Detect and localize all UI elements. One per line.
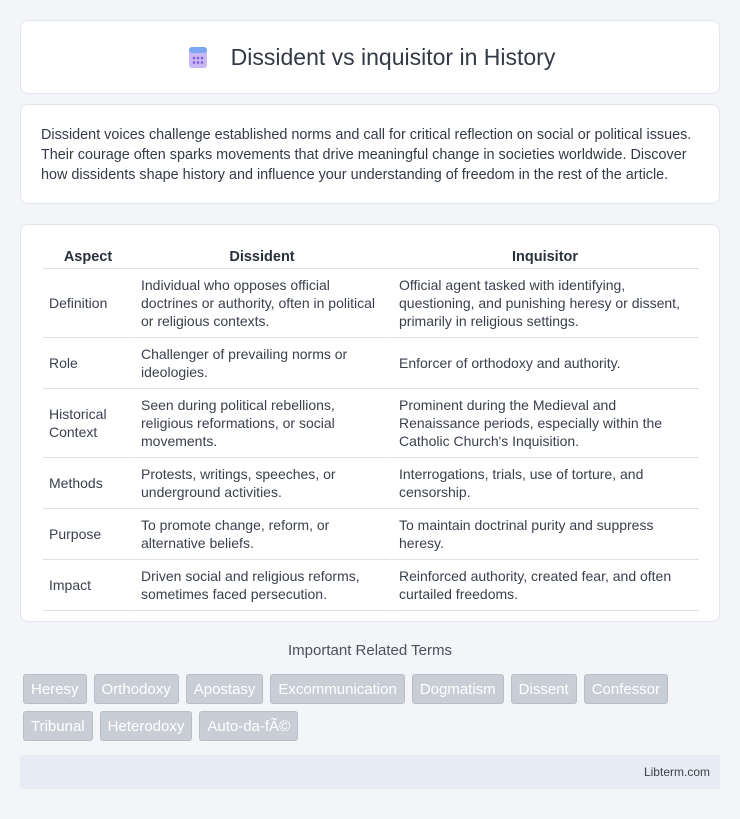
- tag-dogmatism[interactable]: Dogmatism: [412, 674, 504, 704]
- tag-tribunal[interactable]: Tribunal: [23, 711, 93, 741]
- table-row: [43, 509, 699, 560]
- tag-dissent[interactable]: Dissent: [511, 674, 577, 704]
- cell-inquisitor: Interrogations, trials, use of torture, and censorship.: [391, 458, 699, 509]
- tag-heresy[interactable]: Heresy: [23, 674, 87, 704]
- cell-aspect: Role: [43, 338, 133, 389]
- header-card: [20, 20, 720, 94]
- cell-aspect: Purpose: [43, 509, 133, 560]
- cell-inquisitor: Official agent tasked with identifying, questioning, and punishing heresy or dissent, primarily in religious settings.: [391, 269, 699, 338]
- cell-aspect: Historical Context: [43, 389, 133, 458]
- table-row: [43, 560, 699, 611]
- tag-orthodoxy[interactable]: Orthodoxy: [94, 674, 179, 704]
- cell-aspect: Impact: [43, 560, 133, 611]
- table-row: [43, 269, 699, 338]
- intro-card: [20, 104, 720, 204]
- header-dissident: Dissident: [133, 245, 391, 269]
- tag-apostasy[interactable]: Apostasy: [186, 674, 264, 704]
- cell-aspect: Definition: [43, 269, 133, 338]
- header-inquisitor: Inquisitor: [391, 245, 699, 269]
- cell-inquisitor: To maintain doctrinal purity and suppress heresy.: [391, 509, 699, 560]
- cell-dissident: Driven social and religious reforms, sometimes faced persecution.: [133, 560, 391, 611]
- comparison-table: [43, 245, 699, 611]
- cell-dissident: Challenger of prevailing norms or ideologies.: [133, 338, 391, 389]
- cell-aspect: Methods: [43, 458, 133, 509]
- related-terms-list: [23, 674, 723, 741]
- table-row: [43, 338, 699, 389]
- footer-site-link[interactable]: Libterm.com: [643, 765, 710, 779]
- table-row: [43, 389, 699, 458]
- tag-auto-da-fe[interactable]: Auto-da-fÃ©: [199, 711, 298, 741]
- cell-inquisitor: Reinforced authority, created fear, and often curtailed freedoms.: [391, 560, 699, 611]
- header: [185, 44, 556, 71]
- table-row: [43, 458, 699, 509]
- intro-text: Dissident voices challenge established norms and call for critical reflection on social or political issues. Their courage often sparks movements that drive meaningful change in societies worldwide. Discover how dissidents shape history and influence your understanding of freedom in the rest of the article.: [41, 127, 692, 183]
- cell-dissident: To promote change, reform, or alternative beliefs.: [133, 509, 391, 560]
- cell-inquisitor: Prominent during the Medieval and Renaissance periods, especially within the Catholic Church's Inquisition.: [391, 389, 699, 458]
- cell-inquisitor: Enforcer of orthodoxy and authority.: [391, 338, 699, 389]
- cell-dissident: Seen during political rebellions, religious reformations, or social movements.: [133, 389, 391, 458]
- cell-dissident: Protests, writings, speeches, or underground activities.: [133, 458, 391, 509]
- table-header-row: [43, 245, 699, 269]
- comparison-card: [20, 224, 720, 622]
- page-title: Dissident vs inquisitor in History: [230, 43, 556, 70]
- header-aspect: Aspect: [43, 245, 133, 269]
- footer: [20, 755, 720, 789]
- related-terms-title: Important Related Terms: [288, 642, 452, 659]
- notebook-icon: [185, 44, 211, 70]
- cell-dissident: Individual who opposes official doctrines or authority, often in political or religious contexts.: [133, 269, 391, 338]
- tag-excommunication[interactable]: Excommunication: [270, 674, 404, 704]
- tag-heterodoxy[interactable]: Heterodoxy: [100, 711, 193, 741]
- tag-confessor[interactable]: Confessor: [584, 674, 668, 704]
